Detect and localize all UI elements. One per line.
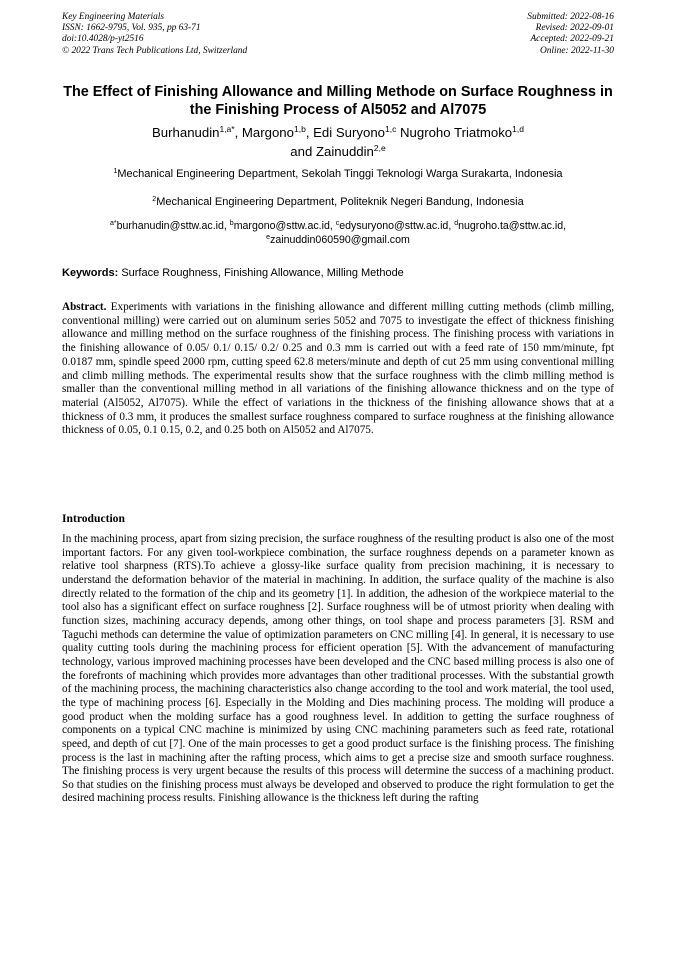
online-date: Online: 2022-11-30 (539, 45, 614, 56)
author-separator: , (305, 125, 314, 140)
affiliation-2 (62, 195, 614, 209)
email-mark: d (454, 220, 459, 227)
email-mark: b (229, 220, 234, 227)
affiliation-mark: 1 (113, 168, 118, 175)
author-name: Edi Suryono (313, 125, 385, 140)
keywords-label: Keywords: (62, 267, 119, 279)
email-address[interactable]: edysuryono@sttw.ac.id (339, 220, 449, 232)
journal-name: Key Engineering Materials (62, 12, 165, 22)
journal-info (62, 12, 362, 57)
author-name: Margono (241, 125, 294, 140)
author-affiliation-mark: 1,b (293, 124, 306, 134)
author-name: Burhanudin (152, 125, 220, 140)
abstract-text: Experiments with variations in the finishing allowance and different milling cutting methods (climb milling, conventional milling) were carried out on aluminum series 5052 and 7075 to investigate the effect of thickness finishing allowance and milling method on the surface roughness of the finishing process. The finishing process with variations in the finishing allowance of 0.05/ 0.1/ 0.15/ 0.2/ 0.25 and 0.3 mm is carried out with a feed rate of 150 mm/minute, fpt 0.0187 mm, spindle speed 2000 rpm, cutting speed 62.8 meters/minute and depth of cut 25 mm using conventional milling and climb milling methods. The experimental results show that the surface roughness with the climb milling method is smaller than the conventional milling method in all variations of the finishing allowance thickness and on the type of material (Al5052, Al7075). While the effect of variations in the thickness of the finishing allowance shows that at a thickness of 0.3 mm, it produces the smallest surface roughness compared to surface roughness at the finishing allowance thickness of 0.05, 0.1 0.15, 0.2, and 0.25 both on Al5052 and Al7075. (62, 301, 614, 437)
affiliation-text: Mechanical Engineering Department, Politeknik Negeri Bandung, Indonesia (156, 196, 524, 208)
revised-date: Revised: 2022-09-01 (535, 23, 614, 34)
keywords (62, 266, 614, 280)
introduction-body: In the machining process, apart from sizing precision, the surface roughness of the resulting product is also one of the most important factors. For any given tool-workpiece combination, the surface roughness depends on a parameter known as relative tool sharpness (RTS).To achieve a glossy-like surface quality from precision machining, it is necessary to understand the deformation behavior of the material in machining. In addition, the surface quality of the machine is also directly related to the formation of the chip and its geometry [1]. In addition, the adhesion of the workpiece material to the tool also has a significant effect on surface roughness [2]. Surface roughness will be of utmost priority when dealing with function sizes, machining accuracy depends, among other things, on tool shape and process parameters [3]. RSM and Taguchi methods can determine the value of optimization parameters on CNC milling [4]. In general, it is necessary to use quality cutting tools during the machining process for efficient operation [5]. With the advancement of manufacturing technology, various improved machining processes have been developed and the CNC based milling process is also one of the forefronts of machining which provides more advantages than other traditional processes. With the substantial growth of the machining process, the machining characteristics also change according to the tool and work material, the tool used, the type of machining process [6]. Especially in the Molding and Dies machining process. The molding will produce a good product when the molding surface has a good roughness level. In addition to getting the surface roughness of components on a typical CNC machine is minimized by using CNC machining parameters such as feed rate, rotational speed, and depth of cut [7]. One of the main processes to get a good product surface is the finishing process. The finishing process is the last in machining after the rafting process, which aims to get a precise size and smooth surface roughness. The finishing process is very urgent because the results of this process will determine the success of a machining product. So that studies on the finishing process must always be developed and observed to produce the right formulation to get the desired machining process results. Finishing allowance is the thickness left during the rafting (62, 533, 614, 805)
accepted-date: Accepted: 2022-09-21 (530, 34, 614, 45)
affiliation-mark: 2 (152, 196, 157, 203)
affiliation-text: Mechanical Engineering Department, Sekolah Tinggi Teknologi Warga Surakarta, Indonesia (117, 168, 563, 180)
author-list (62, 124, 614, 161)
keywords-text: Surface Roughness, Finishing Allowance, Milling Methode (121, 267, 404, 279)
email-address[interactable]: burhanudin@sttw.ac.id (116, 220, 224, 232)
email-mark: c (335, 220, 340, 227)
doi: doi:10.4028/p-yt2516 (62, 34, 144, 45)
abstract-label: Abstract. (62, 301, 107, 313)
author-name: Nugroho Triatmoko (400, 125, 513, 140)
author-affiliation-mark: 1,c (384, 124, 397, 134)
affiliation-1 (62, 167, 614, 181)
submitted-date: Submitted: 2022-08-16 (527, 12, 614, 22)
author-affiliation-mark: 1,a* (219, 124, 235, 134)
email-address[interactable]: margono@sttw.ac.id (233, 220, 330, 232)
email-address[interactable]: zainuddin060590@gmail.com (270, 234, 410, 246)
author-affiliation-mark: 1,d (512, 124, 524, 134)
issn: ISSN: 1662-9795, Vol. 935, pp 63-71 (62, 23, 201, 34)
email-mark: a* (109, 220, 117, 227)
copyright: © 2022 Trans Tech Publications Ltd, Switzerland (62, 45, 248, 56)
introduction-heading: Introduction (62, 512, 125, 525)
author-affiliation-mark: 2,e (373, 142, 386, 153)
email-mark: e (266, 234, 271, 241)
paper-title: The Effect of Finishing Allowance and Milling Methode on Surface Roughness in the Finishing Process of Al5052 and Al7075 (63, 84, 613, 118)
abstract (62, 301, 614, 438)
author-and: and (290, 143, 316, 159)
email-address[interactable]: nugroho.ta@sttw.ac.id (458, 220, 564, 232)
author-emails: $^{a*}$burhanudin@sttw.ac.id, $^b$margono@sttw.ac.id, $^c$edysuryono@sttw.ac.id, $^d$nugroho.ta@sttw.ac.id, $^e$zainuddin060590@gmail.com (109, 220, 567, 246)
publication-dates (354, 12, 614, 57)
author-name: Zainuddin (315, 143, 374, 159)
author-separator: , (234, 125, 242, 140)
